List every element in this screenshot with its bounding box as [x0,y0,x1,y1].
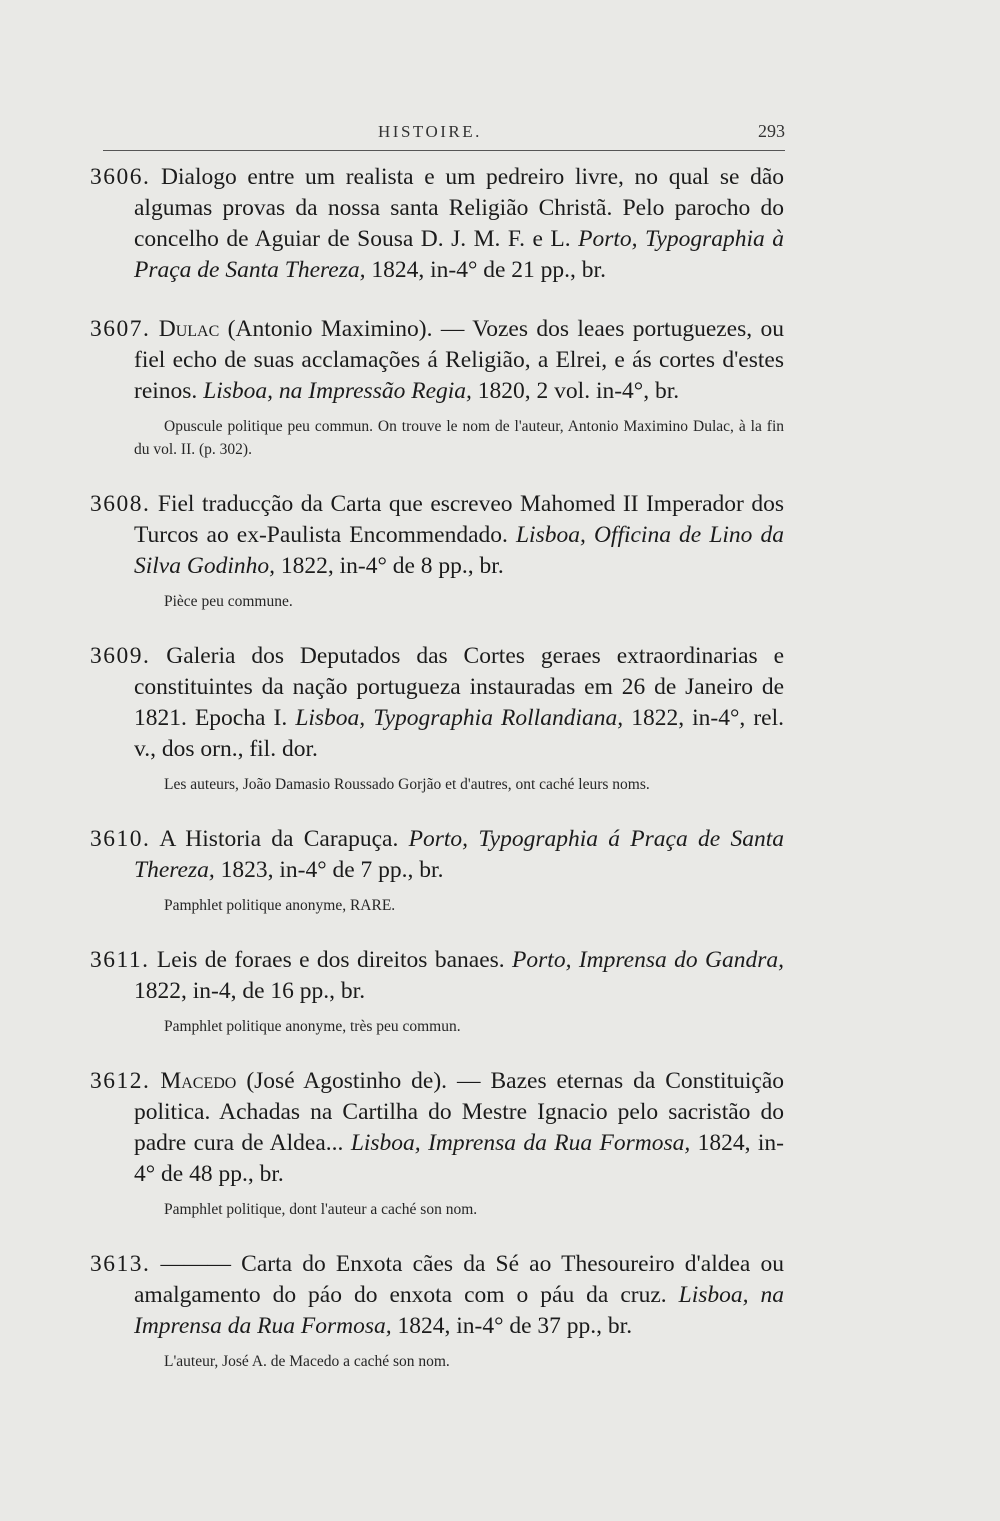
entry-title: (Antonio Maximino). — Vozes dos leaes portuguezes, ou fiel echo de suas acclamações á Religião, a Elrei, e ás cortes d'estes reinos. [134,316,785,404]
entry-number: 3613. [90,1251,151,1277]
entry-title: Galeria dos Deputados das Cortes geraes extraordinarias e constituintes da nação portugueza instauradas em 26 de Janeiro de 1821. Epocha I. [134,643,785,731]
entry-number: 3607. [90,316,151,342]
entry-note: Pamphlet politique, dont l'auteur a caché son nom. [164,1201,478,1218]
entry-note: Pièce peu commune. [164,593,293,610]
entry-title: ——— Carta do Enxota cães da Sé ao Thesoureiro d'aldea ou amalgamento do páo do enxota com o páu da cruz. [134,1251,784,1308]
entry-note: L'auteur, José A. de Macedo a caché son nom. [164,1353,450,1370]
entry-imprint: Porto, Typographia á Praça de Santa Thereza, [134,826,784,883]
header-title: HISTOIRE. [378,122,482,141]
entry-imprint: Lisboa, na Imprensa da Rua Formosa, [134,1282,784,1339]
entry-number: 3606. [90,164,151,190]
entry-details: 1820, 2 vol. in-4°, br. [477,378,680,404]
entry-number: 3611. [90,947,150,973]
entry-details: 1824, in-4° de 21 pp., br. [371,257,606,283]
entry-details: 1824, in-4° de 37 pp., br. [397,1313,633,1339]
entry-note: Pamphlet politique anonyme, RARE. [164,897,396,914]
entry-number: 3609. [90,643,151,669]
entry-imprint: Lisboa, Imprensa da Rua Formosa, [350,1130,691,1156]
entry-3611 [90,945,784,1038]
entry-title: Fiel traducção da Carta que escreveo Mahomed II Imperador dos Turcos ao ex-Paulista Encommendado. [134,491,785,548]
entry-3609 [90,641,784,796]
entry-note: Les auteurs, João Damasio Roussado Gorjão et d'autres, ont caché leurs noms. [164,776,650,793]
entry-title: Dialogo entre um realista e um pedreiro livre, no qual se dão algumas provas da nossa santa Religião Christã. Pelo parocho do concelho de Aguiar de Sousa D. J. M. F. e L. [134,164,785,252]
entry-imprint: Lisboa, Officina de Lino da Silva Godinho, [134,522,785,579]
running-header [103,120,785,151]
page-number: 293 [758,121,785,141]
entry-details: 1822, in-4, de 16 pp., br. [134,978,366,1004]
entry-details: 1822, in-4° de 8 pp., br. [280,553,504,579]
entry-title: Leis de foraes e dos direitos banaes. [156,947,505,973]
entry-note: Pamphlet politique anonyme, très peu commun. [164,1018,461,1035]
entry-number: 3610. [90,826,151,852]
entry-details: 1824, in-4° de 48 pp., br. [134,1130,784,1187]
entry-author: Macedo [160,1068,237,1094]
entry-imprint: Porto, Typographia à Praça de Santa Thereza, [134,226,784,283]
entry-note: Opuscule politique peu commun. On trouve le nom de l'auteur, Antonio Maximino Dulac, à la fin du vol. II. (p. 302). [134,418,784,458]
entry-3613 [90,1249,784,1373]
entry-3608 [90,489,784,613]
entry-author: Dulac [158,316,220,342]
entry-3610 [90,824,784,917]
entry-title: (José Agostinho de). — Bazes eternas da Constituição politica. Achadas na Cartilha do Mestre Ignacio pelo sacristão do padre cura de Aldea... [134,1068,785,1156]
entry-number: 3608. [90,491,151,517]
entry-imprint: Lisboa, na Impressão Regia, [203,378,472,404]
entry-3607 [90,314,784,461]
entry-details: 1823, in-4° de 7 pp., br. [220,857,444,883]
entry-3606 [90,162,784,286]
catalogue-entries [90,162,784,1387]
entry-number: 3612. [90,1068,151,1094]
entry-3612 [90,1066,784,1221]
entry-imprint: Porto, Imprensa do Gandra, [512,947,784,973]
entry-details: 1822, in-4°, rel. v., dos orn., fil. dor. [134,705,785,762]
entry-title: A Historia da Carapuça. [159,826,399,852]
entry-imprint: Lisboa, Typographia Rollandiana, [295,705,624,731]
